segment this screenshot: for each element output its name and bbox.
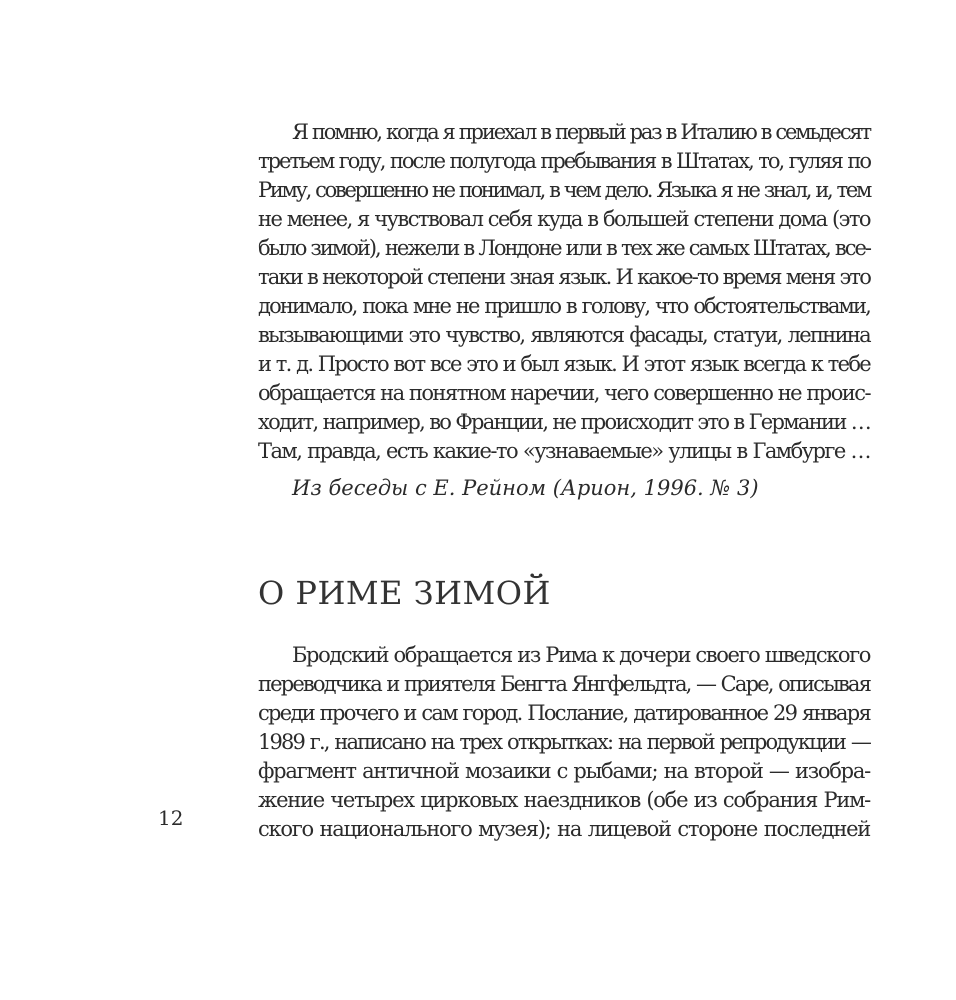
quote-line: ходит, например, во Франции, не происходит это в Германии … [258, 410, 870, 434]
quote-line: обращается на понятном наречии, чего совершенно не проис- [258, 381, 870, 405]
quote-line: Там, правда, есть какие-то «узнаваемые» улицы в Гамбурге … [258, 439, 870, 463]
section-line: Бродский обращается из Рима к дочери своего шведского [292, 643, 870, 667]
quote-line: вызывающими это чувство, являются фасады, статуи, лепнина [258, 323, 870, 347]
quote-line: не менее, я чувствовал себя куда в большей степени дома (это [258, 207, 870, 231]
quote-line: третьем году, после полугода пребывания в Штатах, то, гуляя по [258, 149, 870, 173]
section-line: 1989 г., написано на трех открытках: на первой репродукции — [258, 730, 870, 754]
section-line: ского национального музея); на лицевой стороне последней [258, 817, 870, 841]
quote-paragraph [258, 118, 870, 466]
quote-line: Риму, совершенно не понимал, в чем дело. Языка я не знал, и, тем [258, 178, 870, 202]
quote-line: и т. д. Просто вот все это и был язык. И этот язык всегда к тебе [258, 352, 870, 376]
quote-line: донимало, пока мне не пришло в голову, что обстоятельствами, [258, 294, 870, 318]
quote-line: таки в некоторой степени зная язык. И какое-то время меня это [258, 265, 870, 289]
quote-line: Я помню, когда я приехал в первый раз в Италию в семьдесят [292, 120, 870, 144]
section-line: переводчика и приятеля Бенгта Янгфельдта, — Саре, описывая [258, 672, 870, 696]
quote-line: было зимой), нежели в Лондоне или в тех же самых Штатах, все- [258, 236, 870, 260]
page-number: 12 [158, 806, 184, 830]
section-heading: О РИМЕ ЗИМОЙ [258, 574, 551, 612]
section-paragraph [258, 641, 870, 844]
section-line: жение четырех цирковых наездников (обе из собрания Рим- [258, 788, 870, 812]
section-line: среди прочего и сам город. Послание, датированное 29 января [258, 701, 870, 725]
section-line: фрагмент античной мозаики с рыбами; на второй — изобра- [258, 759, 870, 783]
quote-source: Из беседы с Е. Рейном (Арион, 1996. № 3) [292, 476, 759, 500]
